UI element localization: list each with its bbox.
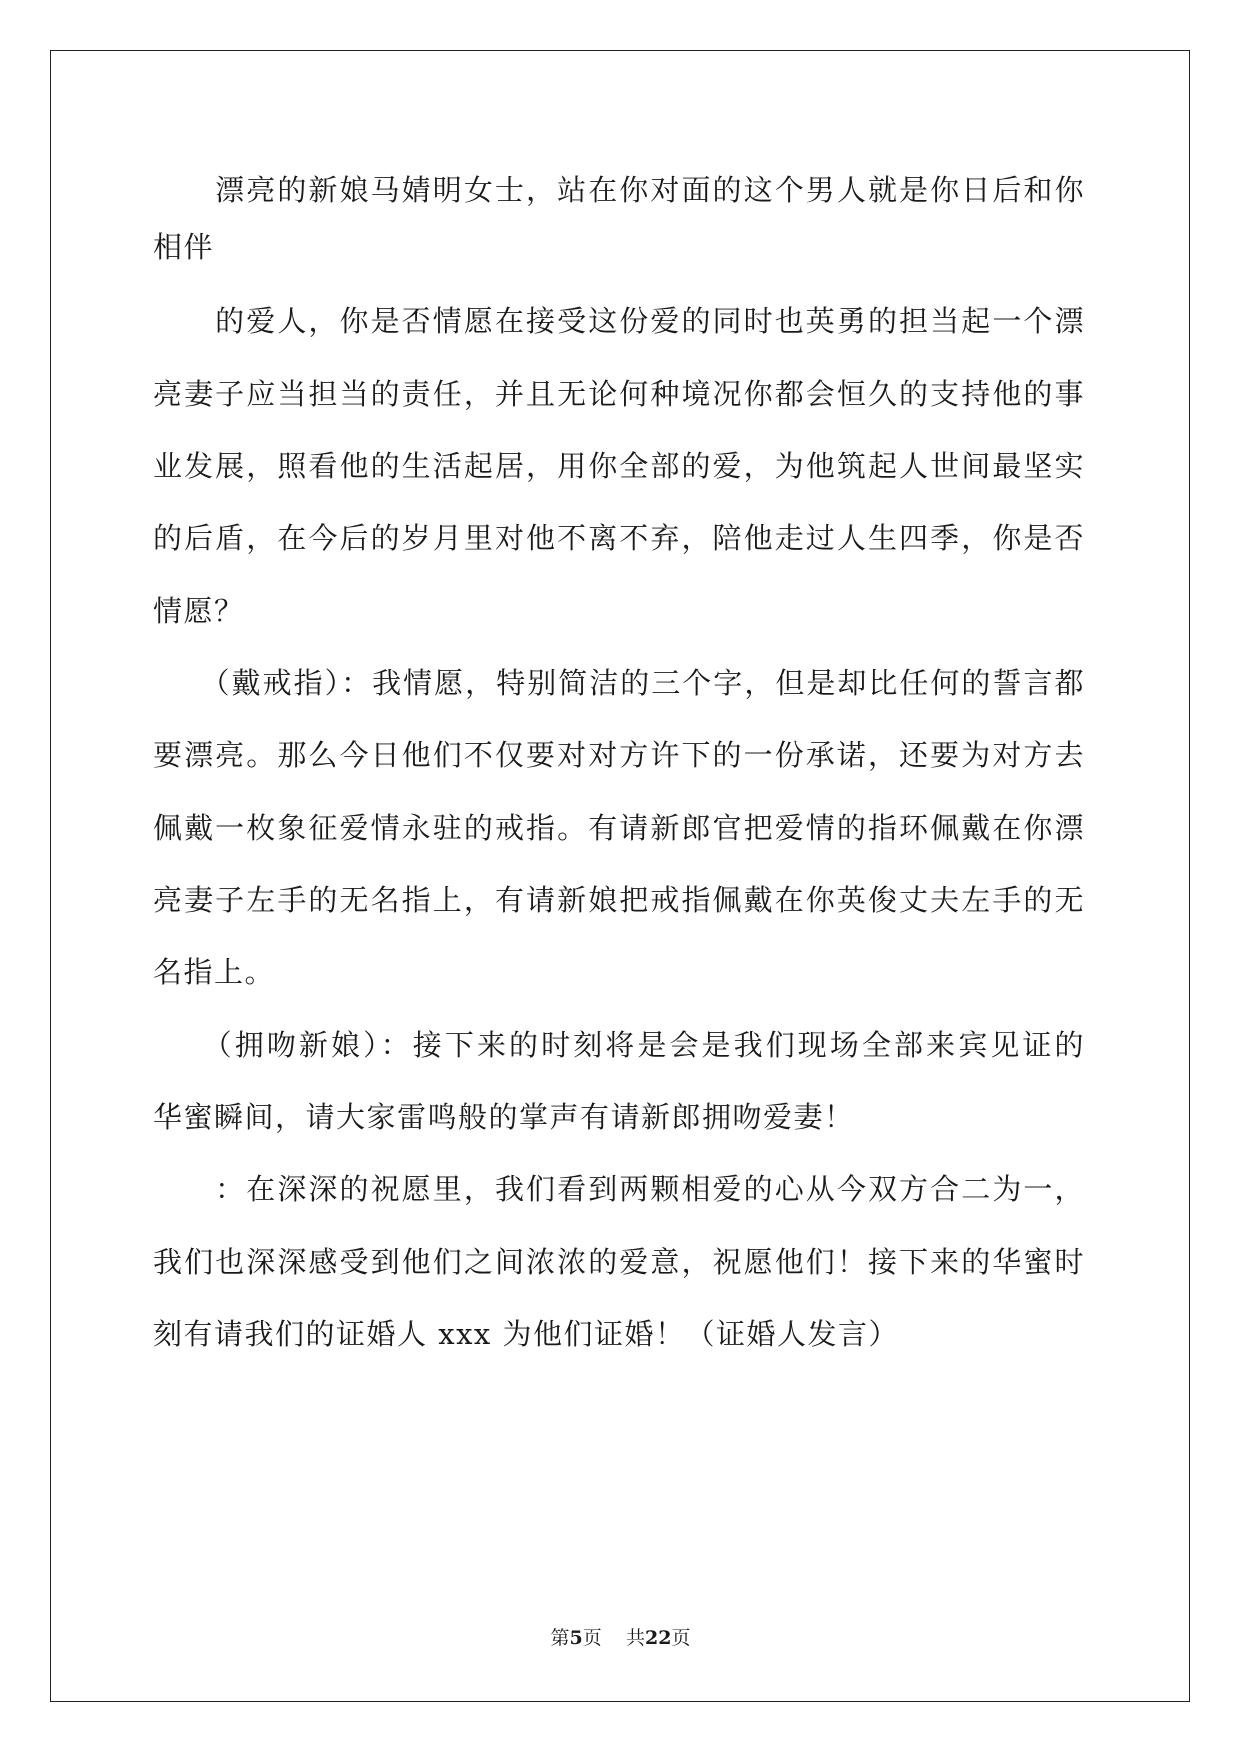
footer-page-prefix: 第 bbox=[550, 1627, 570, 1649]
text-line: 业发展，照看他的生活起居，用你全部的爱，为他筑起人世间最坚实 bbox=[153, 449, 1085, 483]
footer-total-suffix: 页 bbox=[671, 1627, 691, 1649]
footer-page-number: 5 bbox=[569, 1627, 583, 1649]
text-line: 的后盾，在今后的岁月里对他不离不弃，陪他走过人生四季，你是否 bbox=[153, 521, 1085, 555]
footer-total-pages: 22 bbox=[644, 1627, 672, 1649]
page-footer bbox=[0, 1626, 1241, 1650]
footer-total-prefix: 共 bbox=[625, 1627, 645, 1649]
text-line: 名指上。 bbox=[153, 955, 276, 989]
text-line: 亮妻子左手的无名指上，有请新娘把戒指佩戴在你英俊丈夫左手的无 bbox=[153, 883, 1085, 917]
text-line: 我们也深深感受到他们之间浓浓的爱意，祝愿他们！接下来的华蜜时 bbox=[153, 1245, 1085, 1279]
text-line: 佩戴一枚象征爱情永驻的戒指。有请新郎官把爱情的指环佩戴在你漂 bbox=[153, 811, 1085, 845]
text-line: 相伴 bbox=[153, 230, 215, 264]
text-line: （戴戒指）：我情愿，特别简洁的三个字，但是却比任何的誓言都 bbox=[153, 666, 1085, 700]
text-line: ：在深深的祝愿里，我们看到两颗相爱的心从今双方合二为一， bbox=[153, 1172, 1085, 1206]
text-line: 要漂亮。那么今日他们不仅要对对方许下的一份承诺，还要为对方去 bbox=[153, 738, 1085, 772]
text-line: （拥吻新娘）：接下来的时刻将是会是我们现场全部来宾见证的 bbox=[153, 1028, 1085, 1062]
text-line: 刻有请我们的证婚人 xxx 为他们证婚！（证婚人发言） bbox=[153, 1317, 900, 1351]
footer-page-suffix: 页 bbox=[582, 1627, 602, 1649]
text-line: 漂亮的新娘马婧明女士，站在你对面的这个男人就是你日后和你 bbox=[153, 173, 1085, 207]
page-border bbox=[50, 50, 1190, 1702]
text-line: 情愿？ bbox=[153, 594, 245, 628]
text-line: 亮妻子应当担当的责任，并且无论何种境况你都会恒久的支持他的事 bbox=[153, 377, 1085, 411]
text-line: 的爱人，你是否情愿在接受这份爱的同时也英勇的担当起一个漂 bbox=[153, 304, 1085, 338]
text-line: 华蜜瞬间，请大家雷鸣般的掌声有请新郎拥吻爱妻！ bbox=[153, 1100, 855, 1134]
